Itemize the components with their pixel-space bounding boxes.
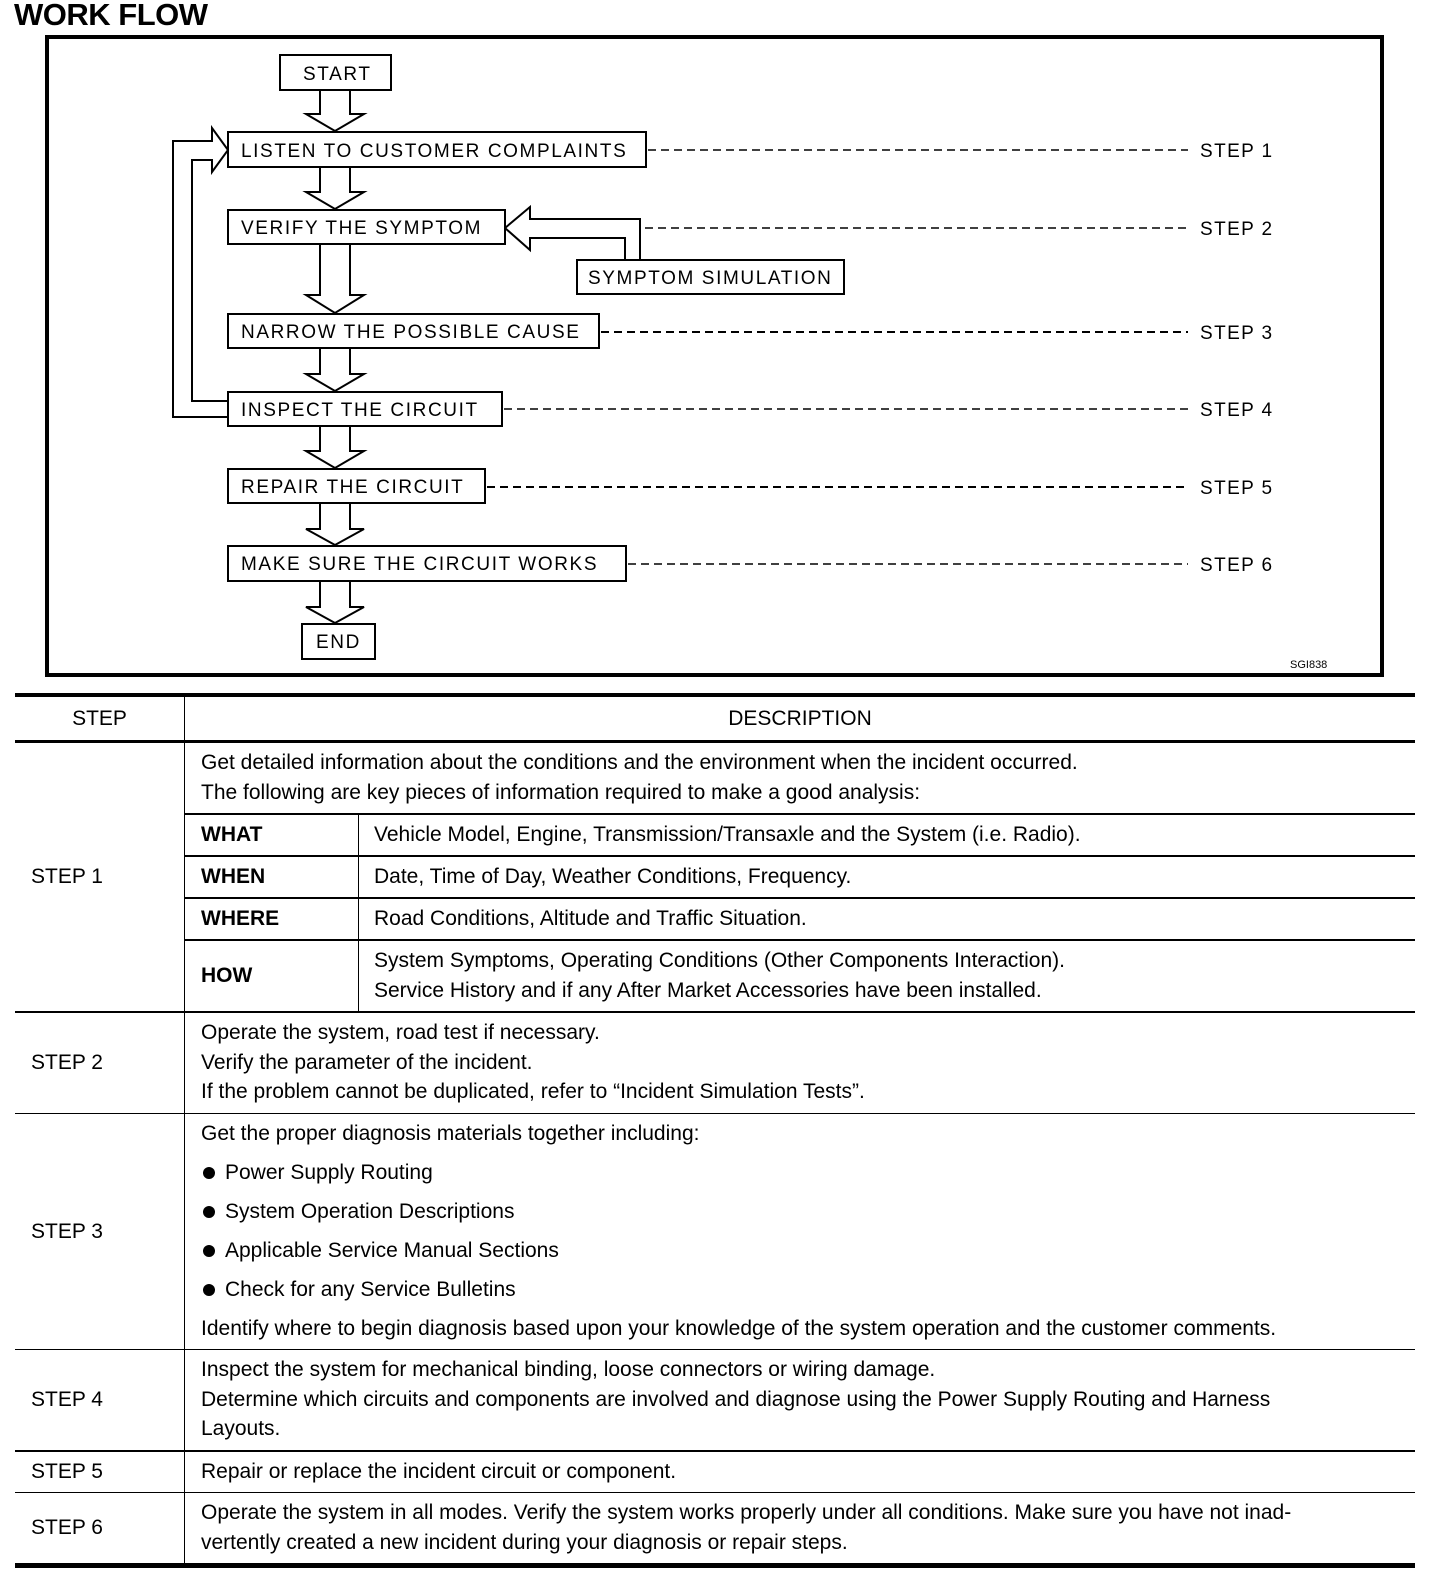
step-4-label: STEP 4 <box>15 1350 185 1451</box>
arrow-down-icon <box>306 90 364 131</box>
arrow-down-icon <box>306 426 364 468</box>
arrow-down-icon <box>306 581 364 623</box>
repair-label: REPAIR THE CIRCUIT <box>241 477 465 498</box>
bullet-icon <box>203 1245 215 1257</box>
criteria-value: System Symptoms, Operating Conditions (Other Components Interaction). <box>374 949 1065 972</box>
arrow-down-icon <box>306 503 364 545</box>
table-row-step-6 <box>15 1493 1415 1566</box>
step-1-intro-line: The following are key pieces of information required to make a good analysis: <box>201 780 921 804</box>
inspect-label: INSPECT THE CIRCUIT <box>241 400 479 421</box>
diagram-step-5: STEP 5 <box>1200 478 1274 499</box>
make-sure-label: MAKE SURE THE CIRCUIT WORKS <box>241 554 599 575</box>
criteria-value: Date, Time of Day, Weather Conditions, Frequency. <box>374 865 852 889</box>
verify-label: VERIFY THE SYMPTOM <box>241 218 483 239</box>
table-header-row <box>15 695 1415 742</box>
step-4-line: Inspect the system for mechanical binding, loose connectors or wiring damage. <box>201 1358 936 1381</box>
criteria-key: WHAT <box>185 814 359 856</box>
bullet-text: Power Supply Routing <box>225 1161 433 1185</box>
table-row-step-2 <box>15 1012 1415 1113</box>
step-1-intro-line: Get detailed information about the conditions and the environment when the incident occurred. <box>201 751 1078 774</box>
diagram-step-2: STEP 2 <box>1200 219 1274 240</box>
bullet-icon <box>203 1206 215 1218</box>
bullet-icon <box>203 1284 215 1296</box>
bullet-text: Check for any Service Bulletins <box>225 1278 516 1302</box>
step-6-label: STEP 6 <box>15 1493 185 1566</box>
step-6-line: Operate the system in all modes. Verify the system works properly under all conditions. Make sure you have not inad- <box>201 1501 1292 1524</box>
header-description: DESCRIPTION <box>185 695 1416 742</box>
arrow-down-icon <box>306 348 364 391</box>
step-5-label: STEP 5 <box>15 1451 185 1493</box>
diagram-step-4: STEP 4 <box>1200 400 1274 421</box>
step-6-line: vertently created a new incident during your diagnosis or repair steps. <box>201 1530 848 1554</box>
loop-back-arrow-icon <box>173 128 228 417</box>
simulation-label: SYMPTOM SIMULATION <box>588 268 833 289</box>
criteria-value: Service History and if any After Market Accessories have been installed. <box>374 978 1042 1002</box>
table-row-step-4 <box>15 1350 1415 1451</box>
bullet-item <box>201 1271 1400 1310</box>
criteria-key: HOW <box>185 940 359 1011</box>
criteria-value: Vehicle Model, Engine, Transmission/Transaxle and the System (i.e. Radio). <box>374 823 1081 847</box>
header-step: STEP <box>15 695 185 742</box>
step-1-label: STEP 1 <box>15 742 185 1013</box>
page-title: WORK FLOW <box>14 0 208 32</box>
table-row-step-1 <box>15 742 1415 1013</box>
criteria-key: WHERE <box>185 898 359 940</box>
diagram-step-3: STEP 3 <box>1200 323 1274 344</box>
diagram-step-6: STEP 6 <box>1200 555 1274 576</box>
step-3-label: STEP 3 <box>15 1113 185 1350</box>
step-4-line: Determine which circuits and components are involved and diagnose using the Power Supply Routing and Harness <box>201 1387 1271 1411</box>
criteria-row-how <box>185 940 1415 1011</box>
workflow-diagram <box>0 0 1456 690</box>
criteria-row-where <box>185 898 1415 940</box>
table-row-step-3 <box>15 1113 1415 1350</box>
diagram-step-1: STEP 1 <box>1200 141 1274 162</box>
figure-code: SGI838 <box>1290 659 1328 671</box>
step-3-outro: Identify where to begin diagnosis based upon your knowledge of the system operation and the customer comments. <box>201 1316 1277 1340</box>
step-5-line: Repair or replace the incident circuit or component. <box>201 1459 677 1483</box>
step-3-intro: Get the proper diagnosis materials together including: <box>201 1121 700 1145</box>
step-2-label: STEP 2 <box>15 1012 185 1113</box>
bullet-text: Applicable Service Manual Sections <box>225 1239 559 1263</box>
bullet-item <box>201 1232 1400 1271</box>
simulation-arrow-icon <box>505 207 640 260</box>
step-2-line: Operate the system, road test if necessary. <box>201 1021 600 1044</box>
narrow-label: NARROW THE POSSIBLE CAUSE <box>241 322 581 343</box>
step-1-criteria-table <box>185 813 1415 1011</box>
criteria-row-what <box>185 814 1415 856</box>
step-2-line: Verify the parameter of the incident. <box>201 1050 533 1074</box>
criteria-row-when <box>185 856 1415 898</box>
start-label: START <box>303 64 372 85</box>
listen-label: LISTEN TO CUSTOMER COMPLAINTS <box>241 141 628 162</box>
bullet-item <box>201 1154 1400 1193</box>
bullet-item <box>201 1193 1400 1232</box>
criteria-key: WHEN <box>185 856 359 898</box>
step-4-line: Layouts. <box>201 1417 281 1440</box>
bullet-icon <box>203 1167 215 1179</box>
arrow-down-icon <box>306 244 364 313</box>
end-label: END <box>316 632 361 653</box>
arrow-down-icon <box>306 167 364 209</box>
steps-table <box>15 693 1415 1568</box>
table-row-step-5 <box>15 1451 1415 1493</box>
bullet-text: System Operation Descriptions <box>225 1200 515 1224</box>
step-2-line: If the problem cannot be duplicated, refer to “Incident Simulation Tests”. <box>201 1080 865 1103</box>
criteria-value: Road Conditions, Altitude and Traffic Situation. <box>374 907 807 931</box>
